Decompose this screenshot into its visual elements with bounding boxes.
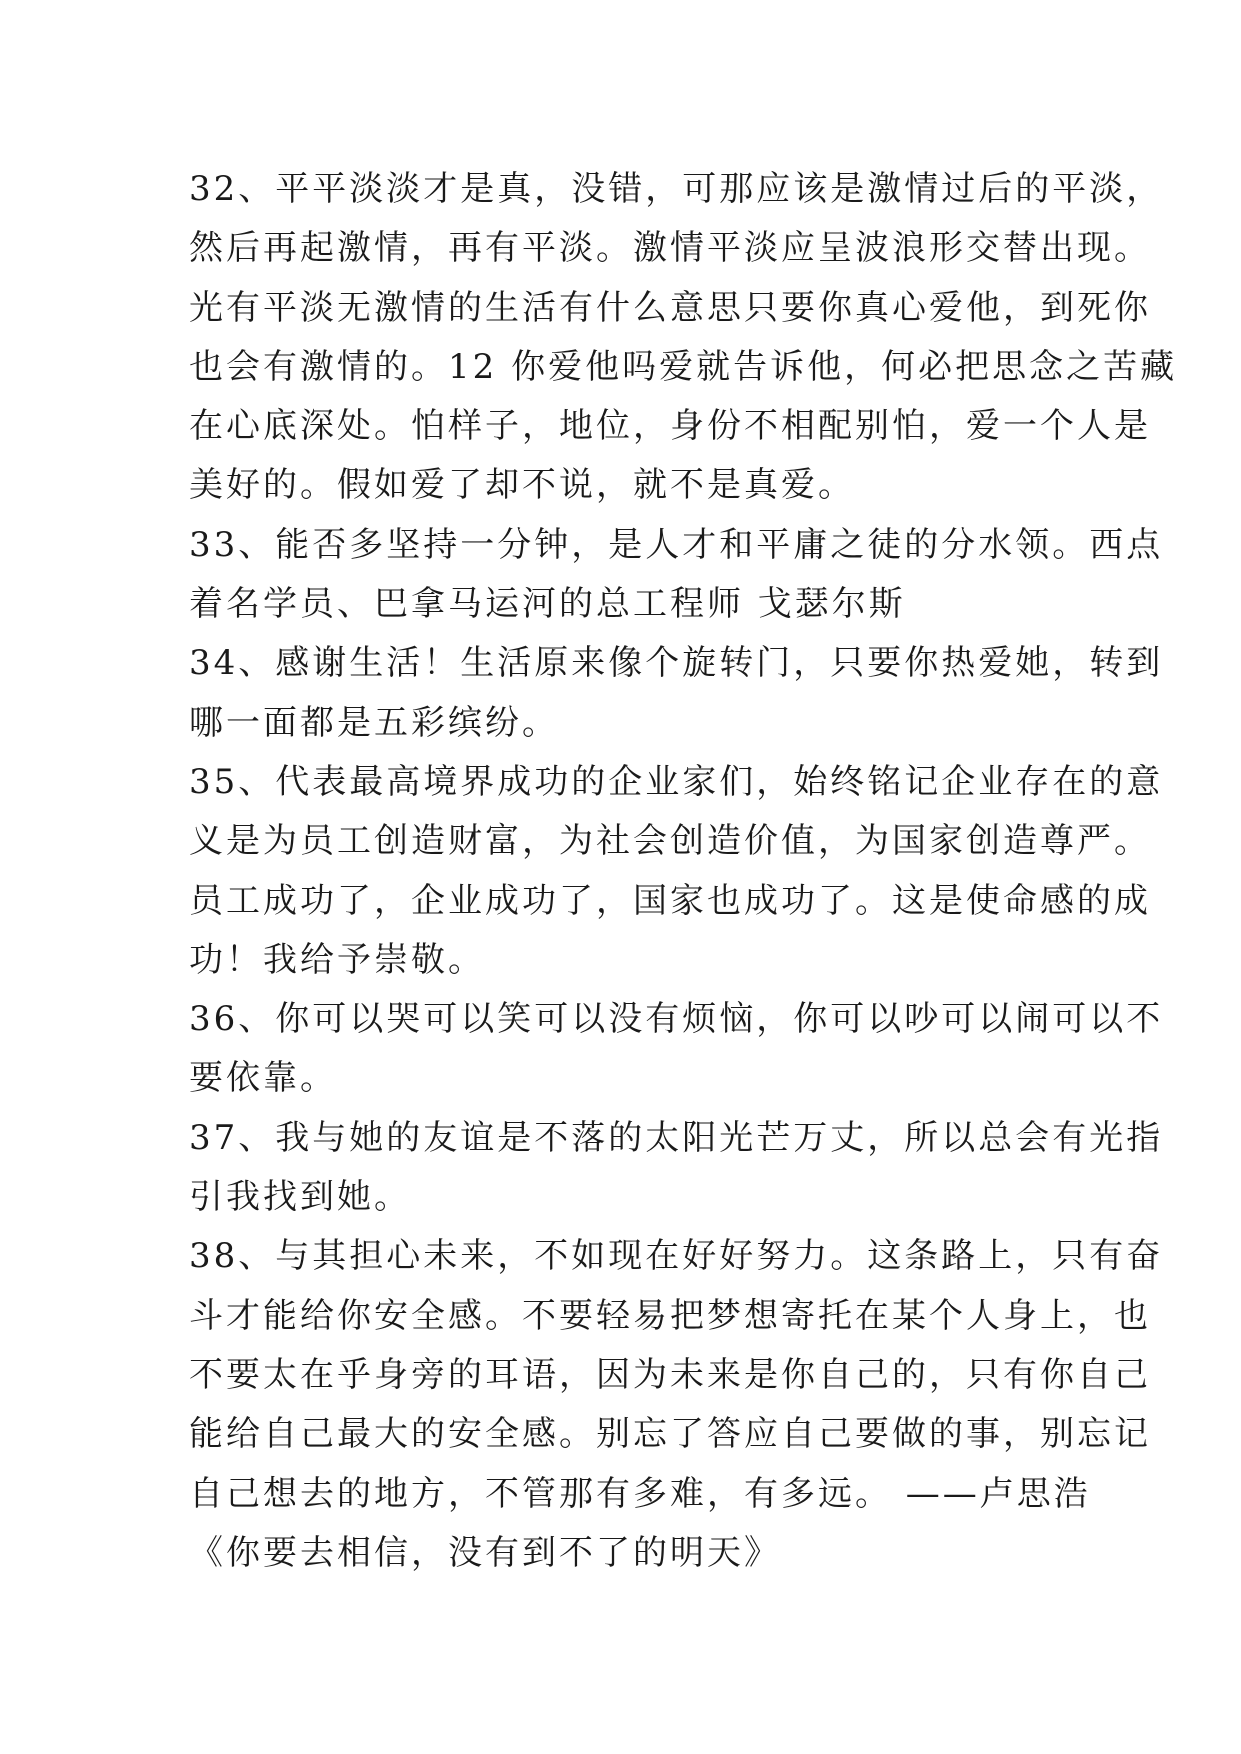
text-line: 不要太在乎身旁的耳语，因为未来是你自己的，只有你自己 (189, 1354, 1151, 1395)
text-line: 美好的。假如爱了却不说，就不是真爱。 (189, 465, 855, 506)
text-line: 引我找到她。 (189, 1177, 411, 1218)
text-line: 着名学员、巴拿马运河的总工程师 戈瑟尔斯 (189, 584, 906, 625)
text-line: 哪一面都是五彩缤纷。 (189, 702, 559, 743)
text-line: 36、你可以哭可以笑可以没有烦恼，你可以吵可以闹可以不 (189, 999, 1164, 1040)
text-line: 然后再起激情，再有平淡。激情平淡应呈波浪形交替出现。 (189, 228, 1151, 269)
text-line: 33、能否多坚持一分钟，是人才和平庸之徒的分水领。西点 (189, 524, 1164, 565)
text-line: 要依靠。 (189, 1058, 337, 1099)
text-line: 斗才能给你安全感。不要轻易把梦想寄托在某个人身上，也 (189, 1295, 1151, 1336)
text-line: 34、感谢生活！生活原来像个旋转门，只要你热爱她，转到 (189, 643, 1164, 684)
text-line: 《你要去相信，没有到不了的明天》 (189, 1532, 781, 1573)
text-line: 35、代表最高境界成功的企业家们，始终铭记企业存在的意 (189, 761, 1164, 802)
text-line: 义是为员工创造财富，为社会创造价值，为国家创造尊严。 (189, 821, 1151, 862)
text-line: 员工成功了，企业成功了，国家也成功了。这是使命感的成 (189, 880, 1151, 921)
text-line: 自己想去的地方，不管那有多难，有多远。 ——卢思浩 (189, 1473, 1091, 1514)
text-line: 能给自己最大的安全感。别忘了答应自己要做的事，别忘记 (189, 1414, 1151, 1455)
document-body (189, 160, 1178, 1583)
text-line: 32、平平淡淡才是真，没错，可那应该是激情过后的平淡， (189, 169, 1164, 209)
text-line: 功！我给予崇敬。 (189, 939, 485, 980)
text-line: 37、我与她的友谊是不落的太阳光芒万丈，所以总会有光指 (189, 1117, 1164, 1158)
text-line: 38、与其担心未来，不如现在好好努力。这条路上，只有奋 (189, 1236, 1164, 1277)
text-line: 在心底深处。怕样子，地位，身份不相配别怕，爱一个人是 (189, 406, 1151, 447)
text-line: 也会有激情的。12 你爱他吗爱就告诉他，何必把思念之苦藏 (189, 346, 1178, 387)
text-line: 光有平淡无激情的生活有什么意思只要你真心爱他，到死你 (189, 287, 1151, 328)
